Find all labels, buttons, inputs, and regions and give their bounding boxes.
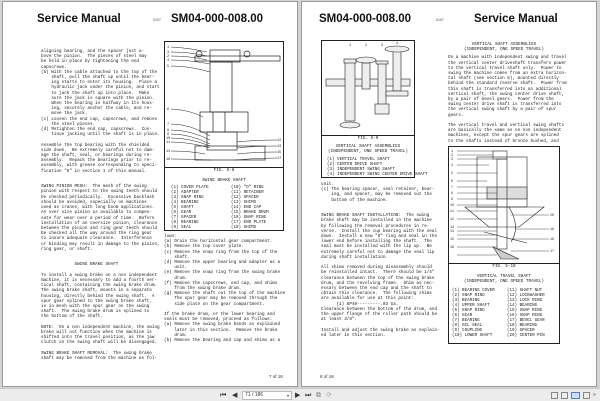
legend-item: (1) BEARING COVER	[452, 288, 495, 293]
svg-text:8: 8	[451, 190, 453, 195]
legend-item: (1) VERTICAL TRAVEL SHAFT	[327, 158, 390, 162]
legend-item: (4) UPPER SHAFT	[452, 303, 490, 308]
svg-text:1: 1	[349, 44, 352, 48]
header-title: Service Manual	[37, 13, 121, 25]
figure-caption: FIG. 5-10	[492, 263, 516, 269]
svg-text:14: 14	[166, 150, 171, 154]
svg-text:2: 2	[167, 55, 170, 59]
legend-item: (4) INDEPENDENT SWING CENTER DRIVE SHAFT	[327, 173, 428, 177]
legend-item: (12) LOCKWASHER	[507, 293, 545, 298]
svg-text:1: 1	[451, 148, 453, 153]
legend-item: (11) SHAFT NUT	[507, 288, 543, 293]
svg-text:8: 8	[167, 129, 170, 133]
header-code: 0107	[436, 18, 444, 22]
figure-5-8	[164, 41, 284, 231]
svg-text:13: 13	[450, 224, 454, 229]
section-title: VERTICAL SHAFT ASSEMBLIES (INDEPENDENT, ONE SPEED TRAVEL)	[464, 42, 544, 53]
legend-item: (18) BEARING	[507, 323, 538, 328]
figure-5-9	[321, 40, 428, 178]
page-number-value: 71 / 186	[245, 392, 264, 398]
svg-text:3: 3	[167, 51, 170, 55]
legend-item: (3) SNAP RING	[171, 196, 204, 200]
svg-text:5: 5	[451, 170, 453, 175]
last-page-icon[interactable]: ⏭	[305, 392, 312, 399]
page-label: 8 of 18	[320, 374, 334, 379]
legend-item: (8) OIL SEAL	[452, 323, 483, 328]
figure-caption: FIG. 5-8	[213, 168, 235, 173]
legend-left	[452, 289, 495, 339]
page-label: 7 of 18	[269, 374, 283, 379]
figure-legend	[327, 158, 428, 178]
svg-text:20: 20	[550, 212, 554, 217]
legend-item: (6) GEAR	[171, 211, 192, 215]
legend-item: (15) SNAP RING	[507, 308, 543, 313]
svg-text:1: 1	[167, 46, 170, 50]
svg-text:19: 19	[550, 226, 554, 231]
svg-text:10: 10	[166, 137, 171, 141]
next-page-icon[interactable]: ▶	[295, 392, 301, 399]
page-number-input[interactable]	[242, 391, 292, 400]
legend-item: (15) BRAKE DRUM	[231, 211, 269, 215]
figure-caption: FIG. 5-9	[357, 136, 379, 141]
body-text-column-2: lows: (a) Drain the horizontal gear compartment. (b) Remove the top cover plate. (c) Remove the snap ring from the top of the shaft. (d) Remove the upper bearing and adapter as a unit. (e) Remove the snap ring from the swing brake drum. (f) Remove the capscrews, end cap, and shims from the swing brake drum. (g) Remove the shaft out the top of the machine The spur gear may be removed through the side plate on the gear compartment. If the brake drum, or the lower bearing and seals must be removed, proceed as follows: (a) Remove the swing brake bands as explained later in this section. Remove the brake drum. (b) Remove the bearing and cap and shims as a	[164, 234, 286, 344]
rotate-icon[interactable]: ⟳	[326, 392, 332, 399]
svg-text:5: 5	[167, 65, 170, 69]
svg-text:10: 10	[450, 202, 454, 207]
legend-item: (6) GEAR	[452, 313, 473, 318]
svg-text:2: 2	[365, 44, 368, 48]
legend-item: (16) SNAP RING	[507, 313, 543, 318]
continuous-view-icon[interactable]	[561, 392, 568, 399]
svg-text:14: 14	[450, 228, 454, 233]
svg-text:4: 4	[396, 42, 399, 46]
two-page-continuous-view-icon[interactable]	[583, 392, 590, 399]
legend-item: (17) BEVEL GEAR	[507, 318, 545, 323]
legend-item: (5) SHAFT	[171, 206, 194, 210]
body-text-column-1: aligning bearing, and the spacer just a- bove the pinion. The pieces of steel may be held in place by tightening the end capscrews. (b) With the cable attached to the top of the shaft, pull the shaft up until the bear- ing starts to enter its housing. Place a hydraulic jack under the pinion, and start to jack the shaft up into place. Make sure the jack is square with the pinion. When the bearing is halfway in its hous- ing, securely anchor the cable, and re- move the jack. (c) Loosen the end cap, capscrews, and remove the steel pieces. (d) Retighten the end cap, capscrews. Con- tinue jacking until the shaft is in place. Assemble the top bearing with the shielded side down. Be extremely careful not to dam- age the shaft, seal, or bearings during re- assembly. Repack the bearings prior to re- assembly, with grease corresponding to speci- fication "H" in section 1 of this manual. SWING PINION MESH: The mesh of the swing pinion with respect to the swing teeth should be checked periodically. Excessive backlash should be avoided, especially on machines used as cranes, with long boom applications. An over size pinion is available to compen- sate for wear over a period of time. Before installation of an oversize pinion, clearance between the pinion and ring gear teeth should be checked all the way around the ring gear to insure adequate clearance. Interference or binding may result in damage to the pinion, ring gear, or shaft. SWING BRAKE SHAFT To install a swing brake on a non independent machine, it is necessary to add a fourth ver- tical shaft, containing the swing brake drum. The swing brake shaft, mounts in a separate housing, directly behind the swing shaft. A spur gear splined to the swing brake shaft, is in mesh with the spur gear on the swing shaft. The swing brake drum is splined to the bottom of the shaft. NOTE: On a non independent machine, the swing brake will not function when the machine is shifted into the travel position, as the jaw clutch on the swing shaft will be disengaged. SWING BRAKE SHAFT REMOVAL: The swing brake shaft may be removed from the machine as fol-	[41, 49, 160, 361]
figure-title: VERTICAL TRAVEL SHAFT (INDEPENDENT, ONE SPEED TRAVEL)	[464, 273, 544, 284]
svg-text:2: 2	[451, 152, 453, 157]
svg-text:15: 15	[277, 151, 282, 155]
svg-text:18: 18	[550, 236, 554, 241]
legend-item: (16) SNAP RING	[231, 216, 267, 220]
legend-item: (13) SHIMS	[231, 201, 257, 205]
svg-text:11: 11	[450, 208, 454, 213]
legend-item: (14) END CAP	[231, 206, 262, 210]
svg-text:16: 16	[166, 158, 171, 162]
header-code: 0107	[153, 18, 161, 22]
document-page-8	[301, 1, 597, 387]
legend-item: (2) SNAP RING	[452, 293, 485, 298]
legend-item: (20) CENTER PIN	[507, 333, 545, 338]
svg-text:3: 3	[381, 44, 384, 48]
svg-text:4: 4	[451, 162, 453, 167]
legend-item: (17) END PLATE	[231, 221, 267, 225]
vertical-travel-shaft-diagram	[449, 147, 559, 263]
legend-item: (10) "O" RING	[231, 186, 264, 190]
svg-text:16: 16	[450, 244, 454, 249]
header-doc-number: SM04-000-008.00	[319, 13, 412, 25]
legend-item: (7) BEARING	[452, 318, 480, 323]
svg-text:3: 3	[451, 156, 453, 161]
right-column	[164, 41, 285, 343]
legend-right	[507, 289, 545, 339]
svg-text:13: 13	[277, 145, 282, 149]
body-text-column-2: On a machine with independent swing and travel the vertical center driveshaft transfers power to the vertical travel shaft only. Power to swing the machine comes from an extra horizon- tal shaft (see section 6), mounted directly behind the standard reverse shaft. Power from this shaft is transferred into an additional vertical shaft, the swing center drive shaft, by a pair of bevel gears. Power from the swing center drive shaft is transferred into the vertical swing shaft by a pair of spur gears. The vertical travel and vertical swing shafts are basically the same as on non independent machines, except the spur gears are splined to the shafts instead of bronze bushed, and	[448, 55, 567, 144]
legend-item: (14) BEARING	[507, 303, 538, 308]
figure-5-10	[448, 146, 560, 344]
document-page-7	[2, 1, 298, 387]
header-doc-number: SM04-000-008.00	[171, 13, 264, 25]
chevron-down-icon[interactable]: ▾	[286, 393, 289, 398]
left-column	[321, 40, 440, 338]
first-page-icon[interactable]: ⏮	[220, 392, 227, 399]
single-page-view-icon[interactable]	[551, 392, 558, 399]
legend-item: (11) RETAINER	[231, 191, 264, 195]
prev-page-icon[interactable]: ◀	[232, 392, 238, 399]
legend-item: (2) ADAPTER	[171, 191, 199, 195]
legend-item: (1) COVER PLATE	[171, 186, 209, 190]
fit-page-icon[interactable]: ⧉	[316, 392, 321, 399]
svg-text:17: 17	[277, 157, 282, 161]
svg-text:9: 9	[167, 133, 170, 137]
svg-text:12: 12	[450, 216, 454, 221]
legend-item: (3) BEARING	[452, 298, 480, 303]
legend-right	[231, 186, 269, 231]
legend-left	[171, 186, 209, 231]
legend-item: (2) CENTER DRIVE SHAFT	[327, 163, 383, 167]
legend-item: (12) SPACER	[231, 196, 259, 200]
legend-item: (10) LOWER SHAFT	[452, 333, 493, 338]
svg-text:17: 17	[550, 248, 554, 253]
header-title: Service Manual	[474, 13, 558, 25]
svg-text:9: 9	[451, 196, 453, 201]
svg-text:11: 11	[166, 141, 171, 145]
legend-item: (4) BEARING	[171, 201, 199, 205]
svg-text:4: 4	[167, 59, 170, 63]
legend-item: (8) BEARING	[171, 221, 199, 225]
right-column	[448, 42, 567, 344]
svg-text:6: 6	[167, 108, 170, 112]
legend-item: (5) SNAP RING	[452, 308, 485, 313]
body-text-column-1: unit. (c) The bearing spacer, seal retainer, bear- ing, and spacer, may be removed out the bottom of the machine. SWING BRAKE SHAFT INSTALLATION: The swing brake shaft may be installed in the machine by following the removal procedures in re- verse. Install the cup bearing with the seal down. Install a new "O" ring and seal in the lower end before installing the shaft. The seal must be installed with the lip up. Be extremely careful not to damage the seal lip during shaft installation. All shims removed during disassembly should be reinstalled intact. There should be 1/4" clearance between the top of the swing brake drum, and the revolving frame. Shim as nec- essary between the end cap and the shaft to obtain this clearance. The following shims are available for use at this point: (1) 8P40---------.03 Ga. Clearance between the bottom of the drum, and the upper flange of the roller path should be at least 3/8". Install and adjust the swing brake as explain- ed later in this section.	[321, 182, 440, 338]
legend-item: (9) SEAL	[171, 226, 192, 230]
figure-title: VERTICAL SHAFT ASSEMBLIES (INDEPENDENT, ONE SPEED TRAVEL)	[328, 144, 408, 154]
legend-item: (19) SPACER	[507, 328, 535, 333]
legend-item: (3) INDEPENDENT SWING SHAFT	[327, 168, 395, 172]
more-icon[interactable]: »	[593, 392, 596, 398]
svg-text:7: 7	[451, 184, 453, 189]
legend-item: (9) COUPLING	[452, 328, 483, 333]
vertical-shaft-assemblies-diagram	[322, 41, 414, 133]
swing-brake-shaft-diagram	[165, 42, 283, 167]
two-page-view-icon[interactable]	[571, 392, 580, 399]
figure-title: SWING BRAKE SHAFT	[202, 178, 246, 183]
legend-item: (18) SHIMS	[231, 226, 257, 230]
svg-text:12: 12	[277, 139, 282, 143]
svg-text:15: 15	[450, 236, 454, 241]
legend-item: (13) LOCK RING	[507, 298, 543, 303]
viewer-toolbar	[0, 388, 600, 401]
svg-text:6: 6	[451, 178, 453, 183]
legend-item: (7) SPACER	[171, 216, 197, 220]
svg-text:7: 7	[167, 123, 170, 127]
